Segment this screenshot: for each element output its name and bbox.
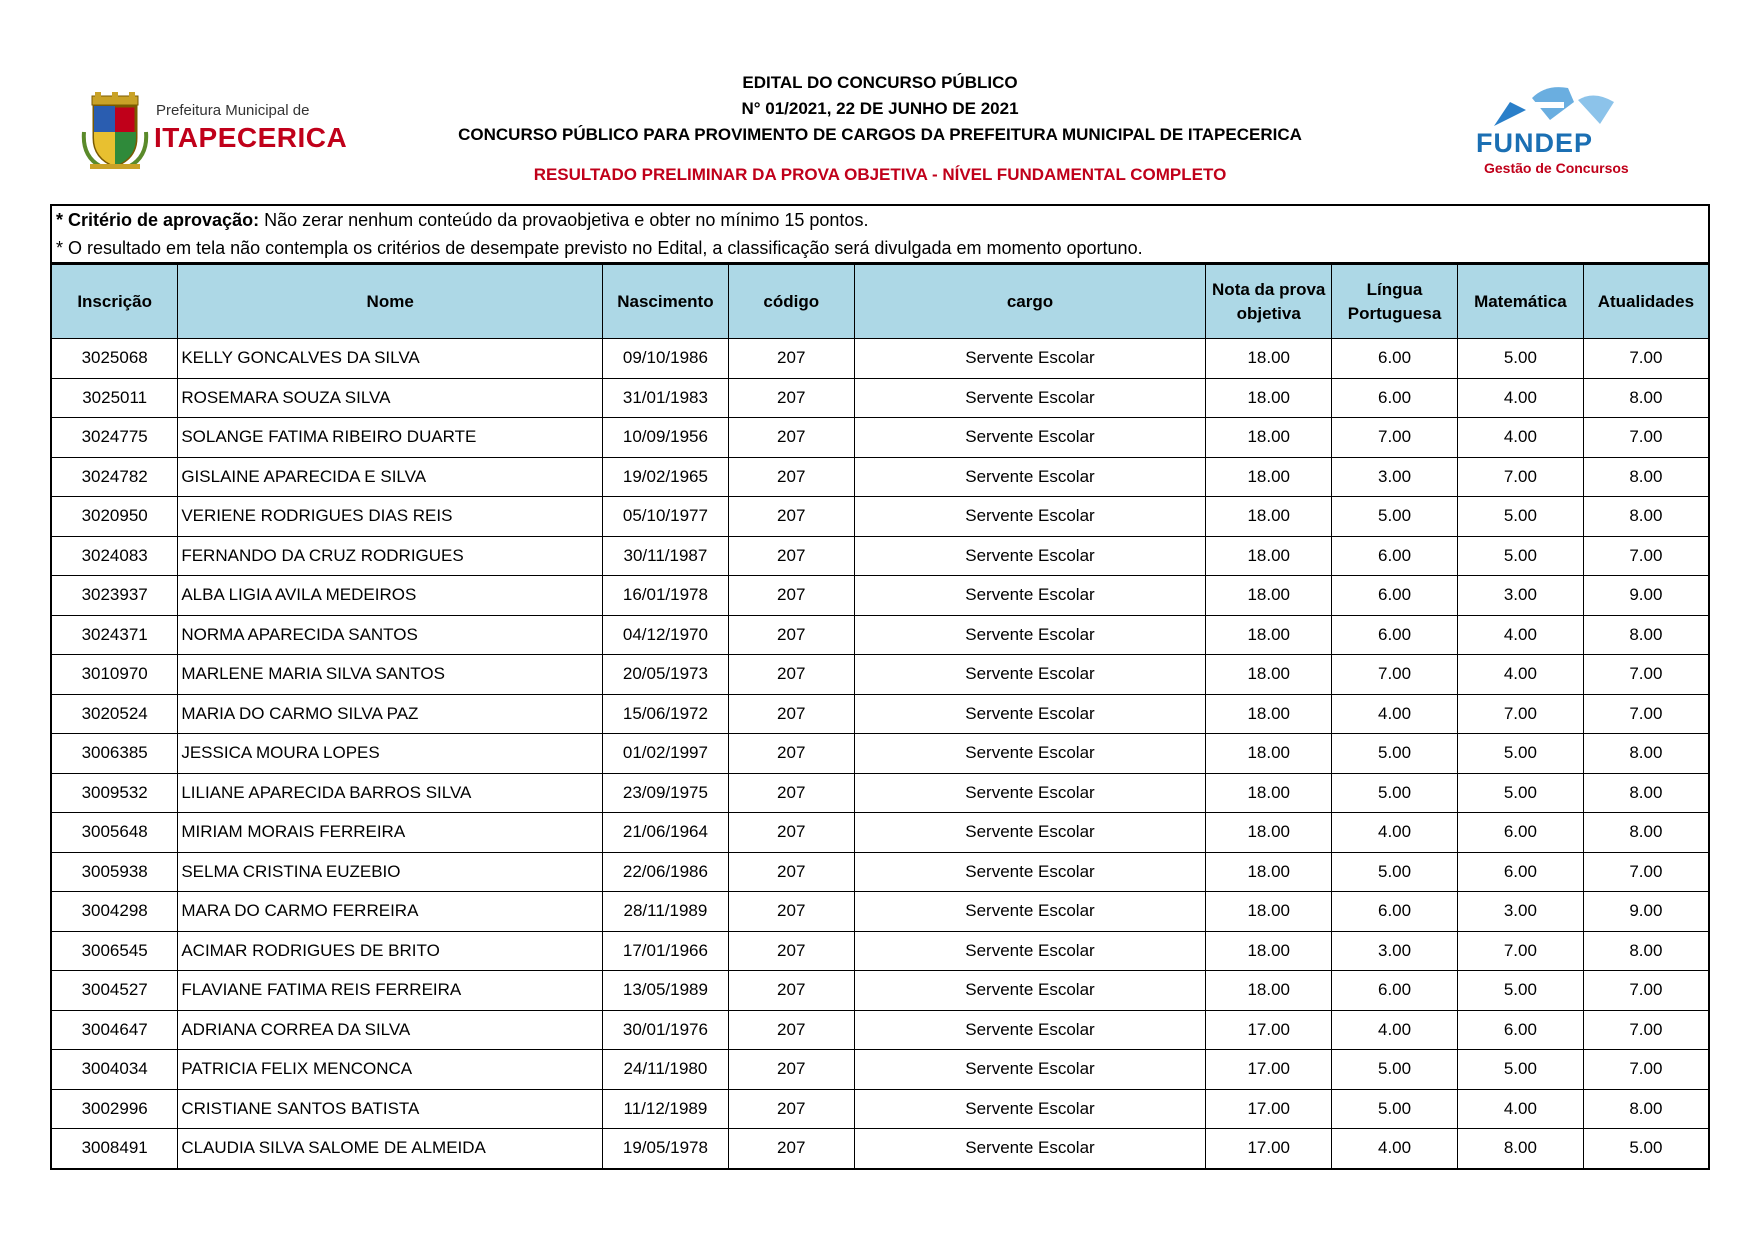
cell-atualidades: 8.00 [1583, 813, 1708, 853]
cell-codigo: 207 [728, 339, 854, 379]
cell-cargo: Servente Escolar [854, 852, 1206, 892]
cell-nascimento: 05/10/1977 [603, 497, 729, 537]
cell-cargo: Servente Escolar [854, 734, 1206, 774]
logo-line-2: ITAPECERICA [154, 122, 348, 153]
table-header-row [52, 265, 1708, 339]
fundep-mark-icon [1474, 80, 1644, 130]
col-lingua: Língua Portuguesa [1332, 265, 1458, 339]
cell-inscricao: 3005938 [52, 852, 178, 892]
cell-nome: NORMA APARECIDA SANTOS [178, 615, 603, 655]
col-cargo: cargo [854, 265, 1206, 339]
criteria-notes [52, 206, 1708, 264]
cell-matematica: 5.00 [1457, 497, 1583, 537]
cell-matematica: 7.00 [1457, 457, 1583, 497]
cell-cargo: Servente Escolar [854, 576, 1206, 616]
cell-atualidades: 8.00 [1583, 734, 1708, 774]
cell-atualidades: 7.00 [1583, 418, 1708, 458]
cell-inscricao: 3004647 [52, 1010, 178, 1050]
cell-codigo: 207 [728, 418, 854, 458]
cell-lingua: 5.00 [1332, 773, 1458, 813]
cell-inscricao: 3009532 [52, 773, 178, 813]
cell-codigo: 207 [728, 734, 854, 774]
cell-cargo: Servente Escolar [854, 1089, 1206, 1129]
fundep-tagline: Gestão de Concursos [1484, 160, 1629, 176]
cell-nascimento: 24/11/1980 [603, 1050, 729, 1090]
cell-nota: 18.00 [1206, 813, 1332, 853]
table-row [52, 615, 1708, 655]
cell-nota: 18.00 [1206, 694, 1332, 734]
cell-nota: 18.00 [1206, 339, 1332, 379]
cell-nome: ALBA LIGIA AVILA MEDEIROS [178, 576, 603, 616]
cell-codigo: 207 [728, 576, 854, 616]
cell-nome: CLAUDIA SILVA SALOME DE ALMEIDA [178, 1129, 603, 1168]
coat-of-arms-icon [80, 92, 150, 170]
cell-nascimento: 16/01/1978 [603, 576, 729, 616]
cell-lingua: 6.00 [1332, 576, 1458, 616]
cell-atualidades: 7.00 [1583, 339, 1708, 379]
cell-inscricao: 3025068 [52, 339, 178, 379]
cell-inscricao: 3025011 [52, 378, 178, 418]
cell-atualidades: 5.00 [1583, 1129, 1708, 1168]
col-inscricao: Inscrição [52, 265, 178, 339]
table-row [52, 734, 1708, 774]
cell-cargo: Servente Escolar [854, 536, 1206, 576]
col-matematica: Matemática [1457, 265, 1583, 339]
cell-lingua: 5.00 [1332, 1050, 1458, 1090]
cell-atualidades: 7.00 [1583, 536, 1708, 576]
table-row [52, 1129, 1708, 1168]
cell-nascimento: 15/06/1972 [603, 694, 729, 734]
cell-nome: ACIMAR RODRIGUES DE BRITO [178, 931, 603, 971]
cell-nascimento: 28/11/1989 [603, 892, 729, 932]
cell-nascimento: 19/02/1965 [603, 457, 729, 497]
cell-nascimento: 11/12/1989 [603, 1089, 729, 1129]
cell-nascimento: 09/10/1986 [603, 339, 729, 379]
cell-matematica: 4.00 [1457, 378, 1583, 418]
cell-lingua: 6.00 [1332, 339, 1458, 379]
cell-nascimento: 19/05/1978 [603, 1129, 729, 1168]
cell-matematica: 4.00 [1457, 655, 1583, 695]
cell-matematica: 3.00 [1457, 892, 1583, 932]
cell-nota: 17.00 [1206, 1089, 1332, 1129]
fundep-logo [1474, 80, 1644, 180]
cell-cargo: Servente Escolar [854, 378, 1206, 418]
cell-nome: ROSEMARA SOUZA SILVA [178, 378, 603, 418]
cell-matematica: 7.00 [1457, 694, 1583, 734]
cell-nota: 18.00 [1206, 773, 1332, 813]
cell-nota: 18.00 [1206, 852, 1332, 892]
cell-nome: PATRICIA FELIX MENCONCA [178, 1050, 603, 1090]
cell-lingua: 4.00 [1332, 813, 1458, 853]
cell-codigo: 207 [728, 694, 854, 734]
cell-cargo: Servente Escolar [854, 931, 1206, 971]
cell-nome: SOLANGE FATIMA RIBEIRO DUARTE [178, 418, 603, 458]
cell-matematica: 6.00 [1457, 1010, 1583, 1050]
cell-cargo: Servente Escolar [854, 1010, 1206, 1050]
cell-lingua: 6.00 [1332, 615, 1458, 655]
cell-matematica: 7.00 [1457, 931, 1583, 971]
cell-codigo: 207 [728, 971, 854, 1011]
cell-codigo: 207 [728, 457, 854, 497]
prefeitura-logo [80, 92, 348, 172]
cell-cargo: Servente Escolar [854, 457, 1206, 497]
cell-codigo: 207 [728, 497, 854, 537]
note-approval-criteria [56, 206, 1704, 234]
cell-lingua: 6.00 [1332, 892, 1458, 932]
cell-nota: 18.00 [1206, 892, 1332, 932]
cell-atualidades: 7.00 [1583, 1050, 1708, 1090]
cell-inscricao: 3023937 [52, 576, 178, 616]
table-row [52, 655, 1708, 695]
cell-atualidades: 9.00 [1583, 576, 1708, 616]
cell-cargo: Servente Escolar [854, 418, 1206, 458]
cell-matematica: 8.00 [1457, 1129, 1583, 1168]
cell-lingua: 6.00 [1332, 971, 1458, 1011]
cell-nome: GISLAINE APARECIDA E SILVA [178, 457, 603, 497]
cell-nascimento: 31/01/1983 [603, 378, 729, 418]
cell-nota: 17.00 [1206, 1010, 1332, 1050]
cell-inscricao: 3010970 [52, 655, 178, 695]
cell-nota: 18.00 [1206, 931, 1332, 971]
cell-matematica: 5.00 [1457, 1050, 1583, 1090]
note-tiebreak: * O resultado em tela não contempla os critérios de desempate previsto no Edital, a classificação será divulgada em momento oportuno. [56, 238, 1143, 258]
cell-nota: 18.00 [1206, 536, 1332, 576]
cell-cargo: Servente Escolar [854, 339, 1206, 379]
cell-cargo: Servente Escolar [854, 773, 1206, 813]
cell-lingua: 7.00 [1332, 655, 1458, 695]
cell-atualidades: 8.00 [1583, 931, 1708, 971]
cell-inscricao: 3004298 [52, 892, 178, 932]
fundep-name: FUNDEP [1476, 128, 1594, 158]
cell-inscricao: 3005648 [52, 813, 178, 853]
cell-nome: FLAVIANE FATIMA REIS FERREIRA [178, 971, 603, 1011]
cell-codigo: 207 [728, 852, 854, 892]
cell-nascimento: 17/01/1966 [603, 931, 729, 971]
cell-atualidades: 8.00 [1583, 615, 1708, 655]
cell-atualidades: 7.00 [1583, 655, 1708, 695]
cell-nascimento: 30/01/1976 [603, 1010, 729, 1050]
cell-nome: ADRIANA CORREA DA SILVA [178, 1010, 603, 1050]
cell-lingua: 5.00 [1332, 1089, 1458, 1129]
table-row [52, 813, 1708, 853]
cell-lingua: 5.00 [1332, 852, 1458, 892]
cell-nome: LILIANE APARECIDA BARROS SILVA [178, 773, 603, 813]
table-row [52, 773, 1708, 813]
title-line-1: EDITAL DO CONCURSO PÚBLICO [742, 73, 1018, 92]
cell-codigo: 207 [728, 773, 854, 813]
cell-matematica: 6.00 [1457, 813, 1583, 853]
cell-nome: MARLENE MARIA SILVA SANTOS [178, 655, 603, 695]
cell-lingua: 3.00 [1332, 457, 1458, 497]
cell-cargo: Servente Escolar [854, 1050, 1206, 1090]
cell-inscricao: 3004527 [52, 971, 178, 1011]
cell-cargo: Servente Escolar [854, 1129, 1206, 1168]
cell-matematica: 5.00 [1457, 971, 1583, 1011]
cell-nome: MARA DO CARMO FERREIRA [178, 892, 603, 932]
cell-codigo: 207 [728, 1010, 854, 1050]
cell-codigo: 207 [728, 813, 854, 853]
cell-nome: MIRIAM MORAIS FERREIRA [178, 813, 603, 853]
cell-inscricao: 3004034 [52, 1050, 178, 1090]
cell-codigo: 207 [728, 892, 854, 932]
logo-line-1: Prefeitura Municipal de [156, 102, 310, 119]
cell-matematica: 4.00 [1457, 615, 1583, 655]
cell-atualidades: 7.00 [1583, 852, 1708, 892]
cell-codigo: 207 [728, 931, 854, 971]
cell-lingua: 3.00 [1332, 931, 1458, 971]
cell-nota: 18.00 [1206, 418, 1332, 458]
cell-inscricao: 3002996 [52, 1089, 178, 1129]
cell-inscricao: 3020524 [52, 694, 178, 734]
cell-codigo: 207 [728, 1050, 854, 1090]
cell-lingua: 5.00 [1332, 497, 1458, 537]
table-row [52, 931, 1708, 971]
cell-lingua: 4.00 [1332, 694, 1458, 734]
col-atualidades: Atualidades [1583, 265, 1708, 339]
cell-cargo: Servente Escolar [854, 497, 1206, 537]
cell-atualidades: 8.00 [1583, 457, 1708, 497]
cell-inscricao: 3024371 [52, 615, 178, 655]
cell-nota: 18.00 [1206, 378, 1332, 418]
cell-inscricao: 3006385 [52, 734, 178, 774]
cell-nota: 18.00 [1206, 971, 1332, 1011]
cell-atualidades: 9.00 [1583, 892, 1708, 932]
table-row [52, 339, 1708, 379]
cell-matematica: 5.00 [1457, 734, 1583, 774]
cell-matematica: 5.00 [1457, 339, 1583, 379]
note-approval-label: * Critério de aprovação: [56, 210, 260, 230]
cell-nascimento: 13/05/1989 [603, 971, 729, 1011]
cell-nome: KELLY GONCALVES DA SILVA [178, 339, 603, 379]
cell-matematica: 3.00 [1457, 576, 1583, 616]
table-row [52, 971, 1708, 1011]
cell-atualidades: 8.00 [1583, 497, 1708, 537]
cell-nota: 18.00 [1206, 497, 1332, 537]
cell-codigo: 207 [728, 536, 854, 576]
cell-nota: 17.00 [1206, 1129, 1332, 1168]
cell-atualidades: 7.00 [1583, 971, 1708, 1011]
cell-lingua: 4.00 [1332, 1010, 1458, 1050]
cell-inscricao: 3020950 [52, 497, 178, 537]
cell-matematica: 5.00 [1457, 536, 1583, 576]
cell-cargo: Servente Escolar [854, 971, 1206, 1011]
cell-matematica: 4.00 [1457, 418, 1583, 458]
cell-lingua: 6.00 [1332, 378, 1458, 418]
cell-lingua: 4.00 [1332, 1129, 1458, 1168]
cell-matematica: 5.00 [1457, 773, 1583, 813]
cell-lingua: 6.00 [1332, 536, 1458, 576]
cell-inscricao: 3024775 [52, 418, 178, 458]
table-row [52, 1010, 1708, 1050]
document-header [0, 0, 1755, 200]
table-row [52, 457, 1708, 497]
cell-codigo: 207 [728, 655, 854, 695]
title-line-2: N° 01/2021, 22 DE JUNHO DE 2021 [741, 99, 1019, 118]
cell-matematica: 4.00 [1457, 1089, 1583, 1129]
cell-atualidades: 7.00 [1583, 1010, 1708, 1050]
table-row [52, 1089, 1708, 1129]
table-row [52, 497, 1708, 537]
col-nascimento: Nascimento [603, 265, 729, 339]
cell-nota: 18.00 [1206, 734, 1332, 774]
cell-codigo: 207 [728, 1129, 854, 1168]
results-table [52, 264, 1708, 1168]
cell-nascimento: 04/12/1970 [603, 615, 729, 655]
cell-nota: 18.00 [1206, 576, 1332, 616]
cell-nota: 18.00 [1206, 655, 1332, 695]
cell-nota: 18.00 [1206, 457, 1332, 497]
cell-codigo: 207 [728, 615, 854, 655]
note-approval-text: Não zerar nenhum conteúdo da provaobjetiva e obter no mínimo 15 pontos. [259, 210, 869, 230]
table-row [52, 1050, 1708, 1090]
cell-nota: 17.00 [1206, 1050, 1332, 1090]
cell-lingua: 5.00 [1332, 734, 1458, 774]
cell-nascimento: 01/02/1997 [603, 734, 729, 774]
cell-cargo: Servente Escolar [854, 615, 1206, 655]
cell-inscricao: 3024782 [52, 457, 178, 497]
table-row [52, 576, 1708, 616]
table-row [52, 536, 1708, 576]
cell-inscricao: 3006545 [52, 931, 178, 971]
results-table-container [50, 204, 1710, 1170]
cell-cargo: Servente Escolar [854, 813, 1206, 853]
cell-nascimento: 21/06/1964 [603, 813, 729, 853]
cell-nome: JESSICA MOURA LOPES [178, 734, 603, 774]
cell-codigo: 207 [728, 1089, 854, 1129]
cell-nome: CRISTIANE SANTOS BATISTA [178, 1089, 603, 1129]
cell-cargo: Servente Escolar [854, 892, 1206, 932]
cell-nascimento: 22/06/1986 [603, 852, 729, 892]
result-subtitle: RESULTADO PRELIMINAR DA PROVA OBJETIVA - NÍVEL FUNDAMENTAL COMPLETO [533, 165, 1227, 184]
title-line-3: CONCURSO PÚBLICO PARA PROVIMENTO DE CARGOS DA PREFEITURA MUNICIPAL DE ITAPECERICA [458, 125, 1302, 144]
cell-atualidades: 8.00 [1583, 378, 1708, 418]
table-row [52, 852, 1708, 892]
document-titles [380, 70, 1380, 188]
table-row [52, 892, 1708, 932]
col-codigo: código [728, 265, 854, 339]
cell-nascimento: 23/09/1975 [603, 773, 729, 813]
col-nome: Nome [178, 265, 603, 339]
cell-nascimento: 20/05/1973 [603, 655, 729, 695]
table-row [52, 418, 1708, 458]
cell-nascimento: 30/11/1987 [603, 536, 729, 576]
table-row [52, 378, 1708, 418]
cell-lingua: 7.00 [1332, 418, 1458, 458]
cell-nome: SELMA CRISTINA EUZEBIO [178, 852, 603, 892]
cell-nascimento: 10/09/1956 [603, 418, 729, 458]
cell-nome: FERNANDO DA CRUZ RODRIGUES [178, 536, 603, 576]
cell-nome: VERIENE RODRIGUES DIAS REIS [178, 497, 603, 537]
cell-cargo: Servente Escolar [854, 655, 1206, 695]
cell-inscricao: 3024083 [52, 536, 178, 576]
cell-atualidades: 8.00 [1583, 773, 1708, 813]
col-nota: Nota da prova objetiva [1206, 265, 1332, 339]
cell-codigo: 207 [728, 378, 854, 418]
cell-nome: MARIA DO CARMO SILVA PAZ [178, 694, 603, 734]
cell-matematica: 6.00 [1457, 852, 1583, 892]
cell-atualidades: 7.00 [1583, 694, 1708, 734]
cell-inscricao: 3008491 [52, 1129, 178, 1168]
cell-atualidades: 8.00 [1583, 1089, 1708, 1129]
cell-cargo: Servente Escolar [854, 694, 1206, 734]
cell-nota: 18.00 [1206, 615, 1332, 655]
table-row [52, 694, 1708, 734]
table-body [52, 339, 1708, 1168]
